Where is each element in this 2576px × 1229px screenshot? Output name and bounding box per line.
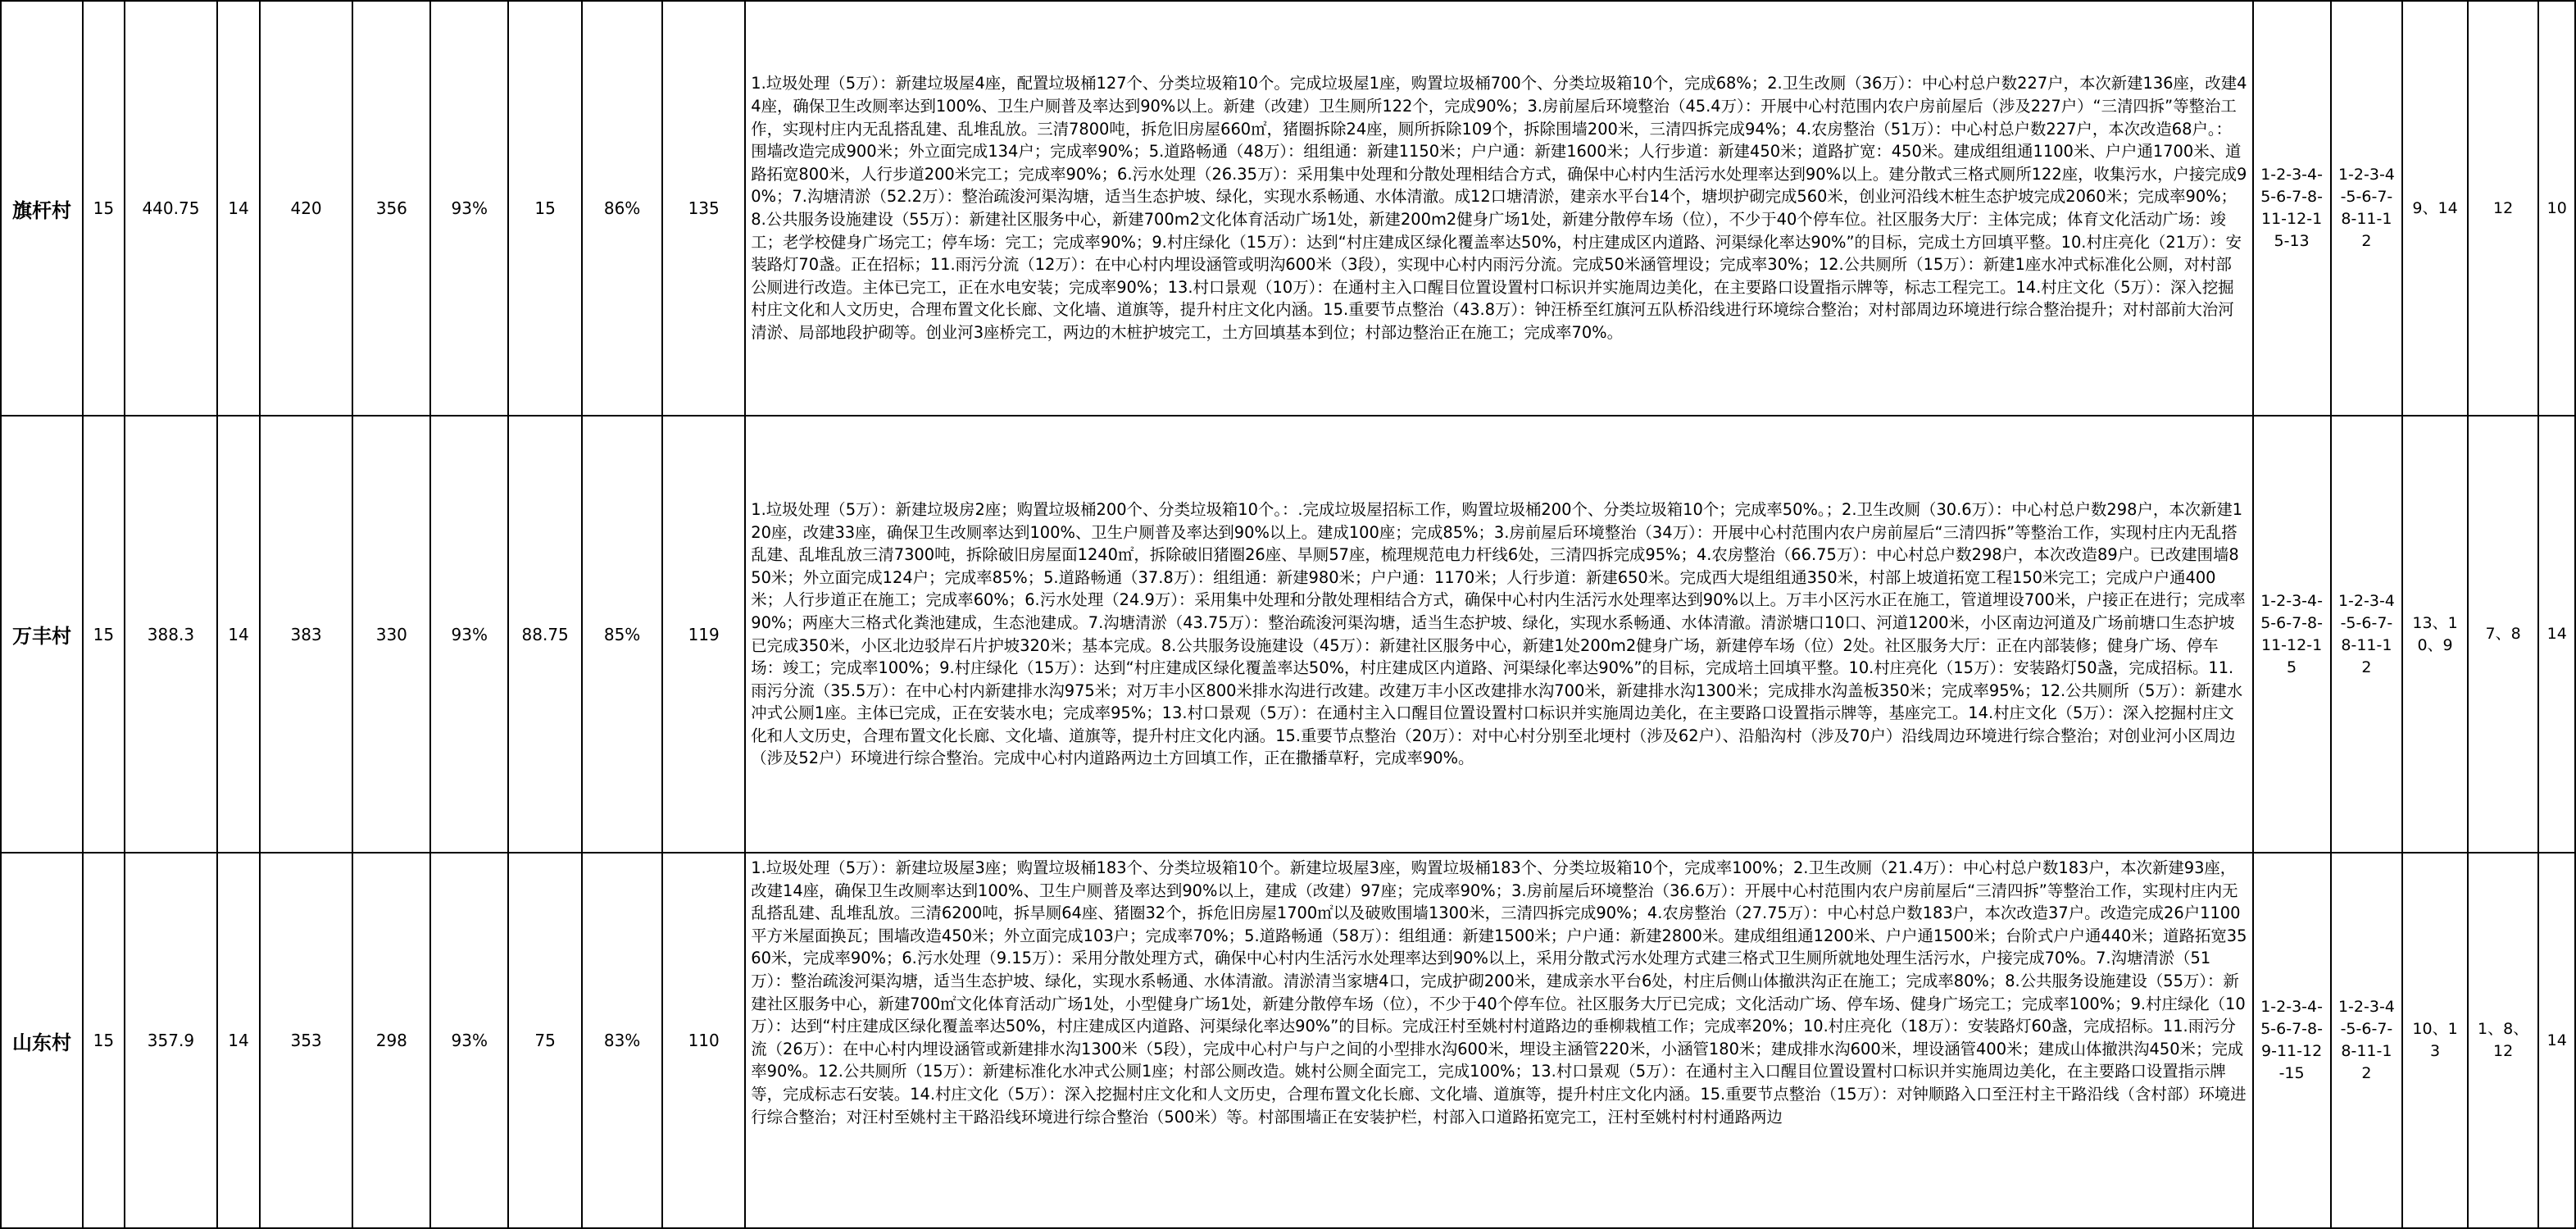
table-cell: 1-2-3-4-5-6-7-8-11-12-15 <box>2253 416 2331 853</box>
table-cell: 15 <box>83 1 125 416</box>
table-cell: 15 <box>83 853 125 1228</box>
table-cell: 12 <box>2468 1 2539 416</box>
table-cell: 14 <box>217 416 260 853</box>
project-details: 1.垃圾处理（5万）：新建垃圾屋3座；购置垃圾桶183个、分类垃圾箱10个。新建垃圾屋3座，购置垃圾桶183个、分类垃圾箱10个，完成率100%；2.卫生改厕（21.4万）：中心村总户数183户，本次新建93座，改建14座，确保卫生改厕率达到100%、卫生户厕普及率达到90%以上，建成（改建）97座；完成率90%；3.房前屋后环境整治（36.6万）：开展中心村范围内农户房前屋后“三清四拆”等整治工作，实现村庄内无乱搭乱建、乱堆乱放。三清6200吨，拆旱厕64座、猪圈32个，拆危旧房屋1700㎡以及破败围墙1300米，三清四拆完成90%；4.农房整治（27.75万）：中心村总户数183户，本次改造37户。改造完成26户1100平方米屋面换瓦；围墙改造450米；外立面完成103户；完成率70%；5.道路畅通（58万）：组组通：新建1500米；户户通：新建2800米。建成组组通1200米、户户通1500米；台阶式户户通440米；道路拓宽3560米，完成率90%；6.污水处理（9.15万）：采用分散处理方式，确保中心村内生活污水处理率达到90%以上，采用分散式污水处理方式建三格式卫生厕所就地处理生活污水，户接完成70%。7.沟塘清淤（51万）：整治疏浚河渠沟塘，适当生态护坡、绿化，实现水系畅通、水体清澈。清淤清当家塘4口，完成护砌200米，建成亲水平台6处，村庄后侧山体撤洪沟正在施工；完成率80%；8.公共服务设施建设（55万）：新建社区服务中心，新建700㎡文化体育活动广场1处，小型健身广场1处，新建分散停车场（位），不少于40个停车位。社区服务大厅已完成；文化活动广场、停车场、健身广场完工；完成率100%；9.村庄绿化（10万）：达到“村庄建成区绿化覆盖率达50%，村庄建成区内道路、河渠绿化率达90%”的目标。完成汪村至姚村村道路边的垂柳栽植工作；完成率20%；10.村庄亮化（18万）：安装路灯60盏，完成招标。11.雨污分流（26万）：在中心村内埋设涵管或新建排水沟1300米（5段），完成中心村户与户之间的小型排水沟600米，埋设主涵管220米，小涵管180米；建成排水沟600米，埋设涵管400米；建成山体撤洪沟450米；完成率90%。12.公共厕所（15万）：新建标准化水冲式公厕1座；村部公厕改造。姚村公厕全面完工，完成100%；13.村口景观（5万）：在通村主入口醒目位置设置村口标识并实施周边美化，在主要路口设置指示牌等，完成标志石安装。14.村庄文化（5万）：深入挖掘村庄文化和人文历史，合理布置文化长廊、文化墙、道旗等，提升村庄文化内涵。15.重要节点整治（15万）：对钟顺路入口至汪村主干路沿线（含村部）环境进行综合整治；对汪村至姚村主干路沿线环境进行综合整治（500米）等。村部围墙正在安装护栏，村部入口道路拓宽完工，汪村至姚村村村通路两边 <box>745 853 2252 1228</box>
table-cell: 75 <box>508 853 582 1228</box>
table-cell: 15 <box>508 1 582 416</box>
table-cell: 93% <box>430 1 508 416</box>
table-cell: 420 <box>260 1 353 416</box>
table-cell: 135 <box>662 1 745 416</box>
table-cell: 15 <box>83 416 125 853</box>
table-cell: 356 <box>352 1 430 416</box>
table-cell: 93% <box>430 416 508 853</box>
table-cell: 330 <box>352 416 430 853</box>
table-cell: 93% <box>430 853 508 1228</box>
village-name: 万丰村 <box>1 416 83 853</box>
table-cell: 10、13 <box>2402 853 2467 1228</box>
table-cell: 353 <box>260 853 353 1228</box>
table-cell: 14 <box>217 1 260 416</box>
project-details: 1.垃圾处理（5万）：新建垃圾房2座；购置垃圾桶200个、分类垃圾箱10个。：.完成垃圾屋招标工作，购置垃圾桶200个、分类垃圾箱10个；完成率50%。；2.卫生改厕（30.6万）：中心村总户数298户，本次新建120座，改建33座，确保卫生改厕率达到100%、卫生户厕普及率达到90%以上。建成100座；完成85%；3.房前屋后环境整治（34万）：开展中心村范围内农户房前屋后“三清四拆”等整治工作，实现村庄内无乱搭乱建、乱堆乱放三清7300吨，拆除破旧房屋面1240㎡，拆除破旧猪圈26座、旱厕57座，梳理规范电力杆线6处，三清四拆完成95%；4.农房整治（66.75万）：中心村总户数298户，本次改造89户。已改建围墙850米；外立面完成124户；完成率85%；5.道路畅通（37.8万）：组组通：新建980米；户户通：1170米；人行步道：新建650米。完成西大堤组组通350米，村部上坡道拓宽工程150米完工；完成户户通400米；人行步道正在施工；完成率60%；6.污水处理（24.9万）：采用集中处理和分散处理相结合方式，确保中心村内生活污水处理率达到90%以上。万丰小区污水正在施工，管道埋设700米，户接正在进行；完成率90%；两座大三格式化粪池建成，生态池建成。7.沟塘清淤（43.75万）：整治疏浚河渠沟塘，适当生态护坡、绿化，实现水系畅通、水体清澈。清淤塘口10口、河道1200米，小区南边河道及广场前塘口生态护坡已完成350米，小区北边驳岸石片护坡320米；基本完成。8.公共服务设施建设（45万）：新建社区服务中心，新建1处200m2健身广场，新建停车场（位）2处。社区服务大厅：正在内部装修；健身广场、停车场：竣工；完成率100%；9.村庄绿化（15万）：达到“村庄建成区绿化覆盖率达50%，村庄建成区内道路、河渠绿化率达90%”的目标，完成培土回填平整。10.村庄亮化（15万）：安装路灯50盏，完成招标。11.雨污分流（35.5万）：在中心村内新建排水沟975米；对万丰小区800米排水沟进行改建。改建万丰小区改建排水沟700米，新建排水沟1300米；完成排水沟盖板350米；完成率95%；12.公共厕所（5万）：新建水冲式公厕1座。主体已完成，正在安装水电；完成率95%；13.村口景观（5万）：在通村主入口醒目位置设置村口标识并实施周边美化，在主要路口设置指示牌等，基座完工。14.村庄文化（5万）：深入挖掘村庄文化和人文历史，合理布置文化长廊、文化墙、道旗等，提升村庄文化内涵。15.重要节点整治（20万）：对中心村分别至北埂村（涉及62户）、沿船沟村（涉及70户）沿线周边环境进行综合整治；对创业河小区周边（涉及52户）环境进行综合整治。完成中心村内道路两边土方回填工作，正在撒播草籽，完成率90%。 <box>745 416 2252 853</box>
table-row <box>1 416 2575 853</box>
village-name: 山东村 <box>1 853 83 1228</box>
table-cell: 298 <box>352 853 430 1228</box>
table-cell: 83% <box>582 853 662 1228</box>
table-cell: 1-2-3-4-5-6-7-8-11-12 <box>2331 853 2403 1228</box>
table-cell: 1-2-3-4-5-6-7-8-9-11-12-15 <box>2253 853 2331 1228</box>
table-cell: 1-2-3-4-5-6-7-8-11-12 <box>2331 416 2403 853</box>
table-cell: 14 <box>2538 416 2575 853</box>
table-cell: 388.3 <box>125 416 218 853</box>
table-cell: 85% <box>582 416 662 853</box>
table-cell: 383 <box>260 416 353 853</box>
table-cell: 1、8、12 <box>2468 853 2539 1228</box>
table-cell: 14 <box>2538 853 2575 1228</box>
table-cell: 110 <box>662 853 745 1228</box>
project-details: 1.垃圾处理（5万）：新建垃圾屋4座，配置垃圾桶127个、分类垃圾箱10个。完成垃圾屋1座，购置垃圾桶700个、分类垃圾箱10个，完成68%；2.卫生改厕（36万）：中心村总户数227户，本次新建136座，改建44座，确保卫生改厕率达到100%、卫生户厕普及率达到90%以上。新建（改建）卫生厕所122个，完成90%；3.房前屋后环境整治（45.4万）：开展中心村范围内农户房前屋后（涉及227户）“三清四拆”等整治工作，实现村庄内无乱搭乱建、乱堆乱放。三清7800吨，拆危旧房屋660㎡，猪圈拆除24座，厕所拆除109个，拆除围墙200米，三清四拆完成94%；4.农房整治（51万）：中心村总户数227户，本次改造68户。：围墙改造完成900米；外立面完成134户；完成率90%；5.道路畅通（48万）：组组通：新建1150米；户户通：新建1600米；人行步道：新建450米；道路扩宽：450米。建成组组通1100米、户户通1700米、道路拓宽800米，人行步道200米完工；完成率90%；6.污水处理（26.35万）：采用集中处理和分散处理相结合方式，确保中心村内生活污水处理率达到90%以上。建分散式三格式厕所122座，收集污水，户接完成90%；7.沟塘清淤（52.2万）：整治疏浚河渠沟塘，适当生态护坡、绿化，实现水系畅通、水体清澈。成12口塘清淤，建亲水平台14个，塘坝护砌完成560米，创业河沿线木桩生态护坡完成2060米；完成率90%；8.公共服务设施建设（55万）：新建社区服务中心，新建700m2文化体育活动广场1处，新建200m2健身广场1处，新建分散停车场（位），不少于40个停车位。社区服务大厅：主体完成；体育文化活动广场：竣工；老学校健身广场完工；停车场：完工；完成率90%；9.村庄绿化（15万）：达到“村庄建成区绿化覆盖率达50%，村庄建成区内道路、河渠绿化率达90%”的目标，完成土方回填平整。10.村庄亮化（21万）：安装路灯70盏。正在招标；11.雨污分流（12万）：在中心村内埋设涵管或明沟600米（3段），实现中心村内雨污分流。完成50米涵管埋设；完成率30%；12.公共厕所（15万）：新建1座水冲式标准化公厕，对村部公厕进行改造。主体已完工，正在水电安装；完成率90%；13.村口景观（10万）：在通村主入口醒目位置设置村口标识并实施周边美化，在主要路口设置指示牌等，标志工程完工。14.村庄文化（5万）：深入挖掘村庄文化和人文历史，合理布置文化长廊、文化墙、道旗等，提升村庄文化内涵。15.重要节点整治（43.8万）：钟汪桥至红旗河五队桥沿线进行环境综合整治；对村部周边环境进行综合整治提升；对村部前大治河清淤、局部地段护砌等。创业河3座桥完工，两边的木桩护坡完工，土方回填基本到位；村部边整治正在施工；完成率70%。 <box>745 1 2252 416</box>
table-row <box>1 1 2575 416</box>
table-cell: 440.75 <box>125 1 218 416</box>
village-name: 旗杆村 <box>1 1 83 416</box>
table-row <box>1 853 2575 1228</box>
table-cell: 13、10、9 <box>2402 416 2467 853</box>
table-cell: 1-2-3-4-5-6-7-8-11-12-15-13 <box>2253 1 2331 416</box>
table-cell: 357.9 <box>125 853 218 1228</box>
table-cell: 9、14 <box>2402 1 2467 416</box>
table-cell: 1-2-3-4-5-6-7-8-11-12 <box>2331 1 2403 416</box>
table-cell: 7、8 <box>2468 416 2539 853</box>
table-cell: 14 <box>217 853 260 1228</box>
table-cell: 86% <box>582 1 662 416</box>
table-cell: 119 <box>662 416 745 853</box>
table-cell: 10 <box>2538 1 2575 416</box>
table-cell: 88.75 <box>508 416 582 853</box>
